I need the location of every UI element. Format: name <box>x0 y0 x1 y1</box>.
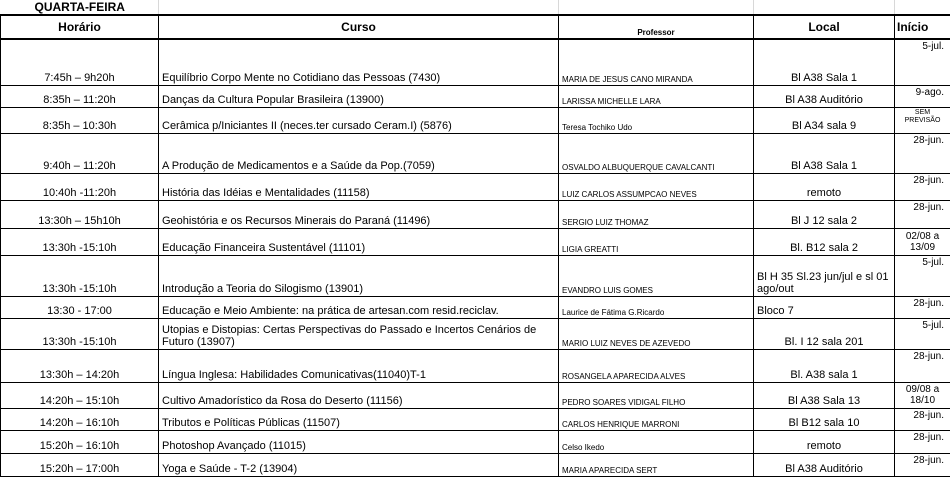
cell-professor: MARIO LUIZ NEVES DE AZEVEDO <box>559 318 754 349</box>
cell-horario: 15:20h – 17:00h <box>1 453 159 476</box>
header-row <box>1 15 950 39</box>
cell-local: remoto <box>754 173 895 200</box>
cell-local: Bl. I 12 sala 201 <box>754 318 895 349</box>
table-row <box>1 133 950 173</box>
day-row <box>1 0 950 15</box>
cell-curso: Yoga e Saúde - T-2 (13904) <box>159 453 559 476</box>
cell-curso: Tributos e Políticas Públicas (11507) <box>159 408 559 430</box>
cell-local: Bl A34 sala 9 <box>754 107 895 133</box>
cell-local: Bl A38 Sala 1 <box>754 133 895 173</box>
cell-local: Bloco 7 <box>754 296 895 318</box>
cell-horario: 13:30h – 14:20h <box>1 349 159 382</box>
cell-inicio: 5-jul. <box>895 255 950 296</box>
cell-inicio: 28-jun. <box>895 200 950 228</box>
cell-local: remoto <box>754 430 895 453</box>
cell-local: Bl A38 Sala 1 <box>754 39 895 85</box>
cell-professor: Laurice de Fátima G.Ricardo <box>559 296 754 318</box>
empty-cell <box>895 0 950 15</box>
cell-inicio: 28-jun. <box>895 349 950 382</box>
table-row <box>1 349 950 382</box>
table-row <box>1 173 950 200</box>
empty-cell <box>754 0 895 15</box>
cell-horario: 13:30h -15:10h <box>1 255 159 296</box>
table-row <box>1 382 950 408</box>
table-row <box>1 228 950 255</box>
cell-horario: 10:40h -11:20h <box>1 173 159 200</box>
empty-cell <box>159 0 559 15</box>
cell-horario: 13:30h -15:10h <box>1 318 159 349</box>
cell-inicio: 5-jul. <box>895 318 950 349</box>
cell-local: Bl. B12 sala 2 <box>754 228 895 255</box>
table-row <box>1 255 950 296</box>
cell-local: Bl A38 Auditório <box>754 453 895 476</box>
cell-curso: Utopias e Distopias: Certas Perspectivas do Passado e Incertos Cenários de Futuro (13907) <box>159 318 559 349</box>
cell-professor: Celso Ikedo <box>559 430 754 453</box>
cell-inicio: 28-jun. <box>895 453 950 476</box>
cell-professor: ROSANGELA APARECIDA ALVES <box>559 349 754 382</box>
table-row <box>1 318 950 349</box>
table-row <box>1 107 950 133</box>
cell-inicio: 28-jun. <box>895 430 950 453</box>
cell-horario: 8:35h – 11:20h <box>1 85 159 107</box>
header-curso: Curso <box>159 15 559 39</box>
cell-inicio: 28-jun. <box>895 173 950 200</box>
table-row <box>1 85 950 107</box>
cell-local: Bl. A38 sala 1 <box>754 349 895 382</box>
cell-curso: Equilíbrio Corpo Mente no Cotidiano das Pessoas (7430) <box>159 39 559 85</box>
cell-horario: 13:30 - 17:00 <box>1 296 159 318</box>
cell-professor: LIGIA GREATTI <box>559 228 754 255</box>
cell-professor: LUIZ CARLOS ASSUMPCAO NEVES <box>559 173 754 200</box>
table-row <box>1 200 950 228</box>
cell-inicio: 09/08 a 18/10 <box>895 382 950 408</box>
table-row <box>1 453 950 476</box>
cell-inicio: 28-jun. <box>895 408 950 430</box>
cell-professor: MARIA APARECIDA SERT <box>559 453 754 476</box>
empty-cell <box>559 0 754 15</box>
header-horario: Horário <box>1 15 159 39</box>
table-row <box>1 39 950 85</box>
cell-horario: 7:45h – 9h20h <box>1 39 159 85</box>
cell-curso: Danças da Cultura Popular Brasileira (13900) <box>159 85 559 107</box>
cell-curso: Educação e Meio Ambiente: na prática de artesan.com resid.reciclav. <box>159 296 559 318</box>
cell-curso: Educação Financeira Sustentável (11101) <box>159 228 559 255</box>
header-inicio: Início <box>895 15 950 39</box>
table-row <box>1 408 950 430</box>
cell-inicio: 5-jul. <box>895 39 950 85</box>
cell-local: Bl A38 Auditório <box>754 85 895 107</box>
cell-horario: 13:30h – 15h10h <box>1 200 159 228</box>
cell-inicio: 9-ago. <box>895 85 950 107</box>
cell-local: Bl J 12 sala 2 <box>754 200 895 228</box>
table-row <box>1 296 950 318</box>
cell-curso: Photoshop Avançado (11015) <box>159 430 559 453</box>
cell-professor: MARIA DE JESUS CANO MIRANDA <box>559 39 754 85</box>
cell-horario: 9:40h – 11:20h <box>1 133 159 173</box>
cell-professor: CARLOS HENRIQUE MARRONI <box>559 408 754 430</box>
cell-professor: LARISSA MICHELLE LARA <box>559 85 754 107</box>
cell-local: Bl B12 sala 10 <box>754 408 895 430</box>
cell-horario: 15:20h – 16:10h <box>1 430 159 453</box>
cell-professor: PEDRO SOARES VIDIGAL FILHO <box>559 382 754 408</box>
day-title: QUARTA-FEIRA <box>1 0 159 15</box>
cell-curso: Introdução a Teoria do Silogismo (13901) <box>159 255 559 296</box>
cell-professor: SERGIO LUIZ THOMAZ <box>559 200 754 228</box>
cell-curso: Geohistória e os Recursos Minerais do Paraná (11496) <box>159 200 559 228</box>
header-professor: Professor <box>559 15 754 39</box>
cell-inicio: 02/08 a 13/09 <box>895 228 950 255</box>
cell-inicio: 28-jun. <box>895 133 950 173</box>
table-row <box>1 430 950 453</box>
cell-inicio: 28-jun. <box>895 296 950 318</box>
cell-horario: 14:20h – 16:10h <box>1 408 159 430</box>
cell-curso: História das Idéias e Mentalidades (11158) <box>159 173 559 200</box>
cell-curso: Cultivo Amadorístico da Rosa do Deserto (11156) <box>159 382 559 408</box>
cell-curso: Cerâmica p/Iniciantes II (neces.ter cursado Ceram.I) (5876) <box>159 107 559 133</box>
cell-local: Bl A38 Sala 13 <box>754 382 895 408</box>
cell-curso: A Produção de Medicamentos e a Saúde da Pop.(7059) <box>159 133 559 173</box>
cell-professor: EVANDRO LUIS GOMES <box>559 255 754 296</box>
header-local: Local <box>754 15 895 39</box>
cell-professor: OSVALDO ALBUQUERQUE CAVALCANTI <box>559 133 754 173</box>
cell-curso: Língua Inglesa: Habilidades Comunicativas(11040)T-1 <box>159 349 559 382</box>
cell-inicio: SEM PREVISÃO <box>895 107 950 133</box>
cell-professor: Teresa Tochiko Udo <box>559 107 754 133</box>
cell-horario: 8:35h – 10:30h <box>1 107 159 133</box>
cell-horario: 13:30h -15:10h <box>1 228 159 255</box>
cell-local: Bl H 35 Sl.23 jun/jul e sl 01 ago/out <box>754 255 895 296</box>
cell-horario: 14:20h – 15:10h <box>1 382 159 408</box>
